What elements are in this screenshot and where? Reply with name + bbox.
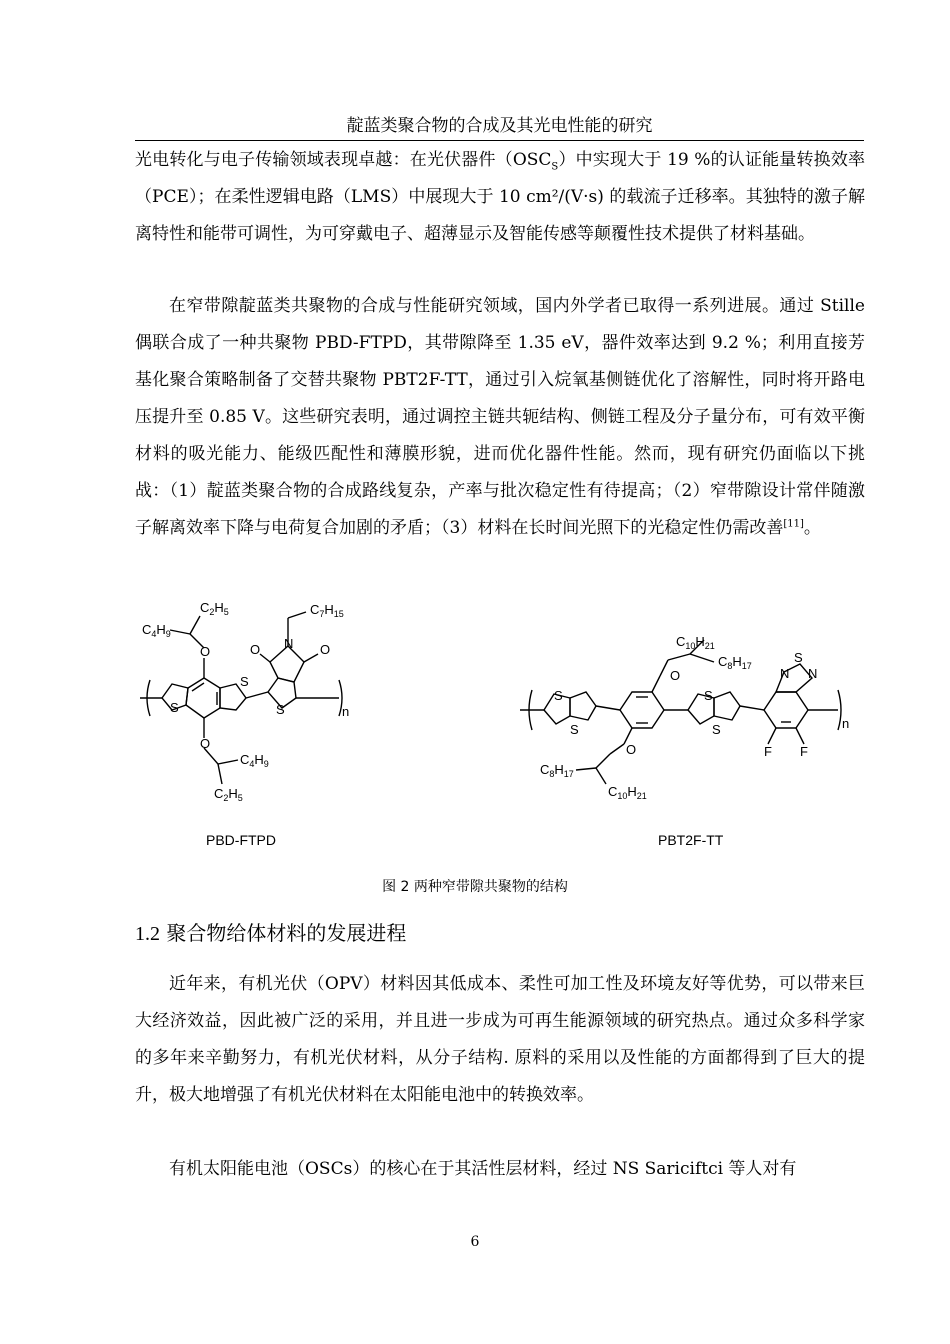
polymer-n-1: n [342,704,350,719]
paragraph-1-subscript: S [551,161,559,173]
atom-s-1: S [170,700,179,715]
bracket-right-2 [838,690,841,730]
structure-diagrams [120,588,880,863]
atom-n-3: N [808,666,818,681]
figure-2 [120,588,880,863]
paragraph-2-text: 在窄带隙靛蓝类共聚物的合成与性能研究领域，国内外学者已取得一系列进展。通过 Stille 偶联合成了一种共聚物 PBD-FTPD，其带隙降至 1.35 eV，器件效率达到 9.2 %；利用直接芳基化聚合策略制备了交替共聚物 PBT2F-TT，通过引入烷氧基侧链优化了溶解性，同时将开路电压提升至 0.85 V。这些研究表明，通过调控主链共轭结构、侧链工程及分子量分布，可有效平衡材料的吸光能力、能级匹配性和薄膜形貌，进而优化器件性能。然而，现有研究仍面临以下挑战：（1）靛蓝类聚合物的合成路线复杂，产率与批次稳定性有待提高；（2）窄带隙设计常伴随激子解离效率下降与电荷复合加剧的矛盾；（3）材料在长时间光照下的光稳定性仍需改善 [135,296,865,538]
atom-f-1: F [764,744,772,759]
atom-o-4: O [320,642,331,657]
label-c4h9-top: $C_4H_9$ [142,622,171,639]
atom-o-3: O [250,642,261,657]
label-c10h21-bottom: $C_{10}H_{21}$ [608,784,647,801]
running-header-title: 靛蓝类聚合物的合成及其光电性能的研究 [346,116,653,136]
paragraph-2 [135,288,865,547]
label-c8h17-bottom: $C_8H_{17}$ [540,762,574,779]
atom-n-2: N [780,666,790,681]
label-c8h17-top: $C_8H_{17}$ [718,654,752,671]
section-heading [135,918,406,949]
atom-s-2: S [240,674,249,689]
citation-ref: [11] [783,518,804,530]
paragraph-1 [135,142,865,253]
paragraph-2-end: 。 [803,518,821,538]
atom-s-5: S [570,722,579,737]
paragraph-4: 有机太阳能电池（OSCs）的核心在于其活性层材料，经过 NS Sariciftci 等人对有 [169,1159,797,1179]
section-number: 1.2 [135,923,160,945]
label-c4h9-bottom: $C_4H_9$ [240,752,269,769]
label-c2h5-top: $C_2H_5$ [200,600,229,617]
paragraph-3: 近年来，有机光伏（OPV）材料因其低成本、柔性可加工性及环境友好等优势，可以带来巨大经济效益，因此被广泛的采用，并且进一步成为可再生能源领域的研究热点。通过众多科学家的多年来辛勤努力，有机光伏材料，从分子结构. 原料的采用以及性能的方面都得到了巨大的提升，极大地增强了有机光伏材料在太阳能电池中的转换效率。 [135,974,865,1105]
polymer-n-2: n [842,716,850,731]
label-pbt2f-tt: PBT2F-TT [658,832,724,848]
label-c10h21-top: $C_{10}H_{21}$ [676,634,715,651]
atom-s-7: S [712,722,721,737]
atom-o-2: O [200,736,211,751]
atom-f-2: F [800,744,808,759]
label-c2h5-bottom: $C_2H_5$ [214,786,243,803]
atom-s-4: S [554,688,563,703]
running-header [135,114,864,141]
pbt2f-tt-structure [520,640,841,784]
atom-s-3: S [276,702,285,717]
atom-o-1: O [200,644,211,659]
label-pbd-ftpd: PBD-FTPD [206,832,276,848]
label-c7h15: $C_7H_{15}$ [310,602,344,619]
section-title: 聚合物给体材料的发展进程 [166,921,407,945]
atom-n-1: N [284,636,294,651]
atom-s-6: S [704,688,713,703]
atom-o-6: O [626,742,637,757]
atom-o-5: O [670,668,681,683]
atom-s-8: S [794,650,803,665]
paragraph-1-text-a: 光电转化与电子传输领域表现卓越：在光伏器件（OSC [135,150,552,170]
paragraph-1-text-b: ）中实现大于 19 %的认证能量转换效率（PCE）；在柔性逻辑电路（LMS）中展现大于 10 cm²/(V·s) 的载流子迁移率。其独特的激子解离特性和能带可调性，为可穿戴电子、超薄显示及智能传感等颠覆性技术提供了材料基础。 [135,150,866,244]
figure-caption: 图 2 两种窄带隙共聚物的结构 [382,879,568,895]
page-number: 6 [470,1234,480,1250]
